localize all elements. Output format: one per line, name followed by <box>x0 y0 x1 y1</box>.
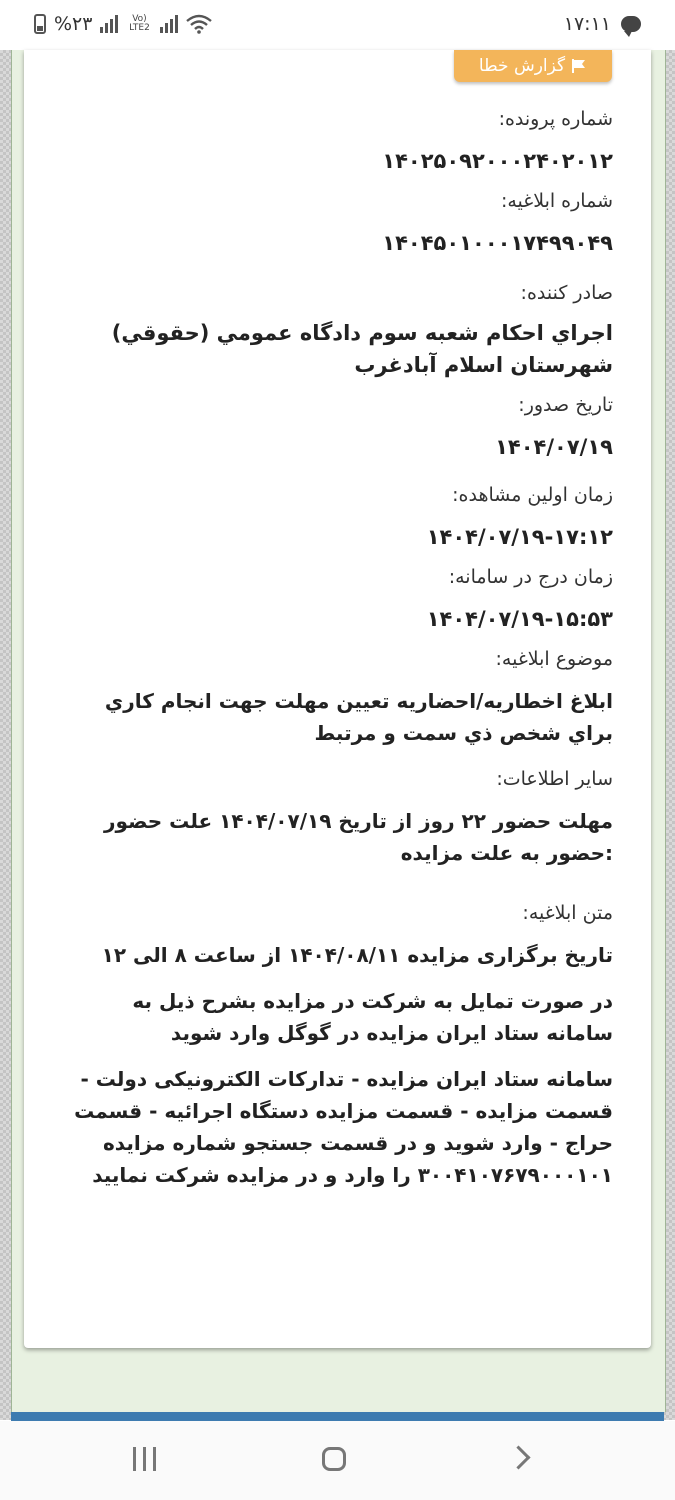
case-number-label: شماره پرونده: <box>498 108 613 130</box>
other-info-value: مهلت حضور ۲۲ روز از تاریخ ۱۴۰۴/۰۷/۱۹ علت حضور :حضور به علت مزایده <box>104 809 613 865</box>
notice-number-label: شماره ابلاغیه: <box>500 190 613 212</box>
system-navigation-bar <box>0 1421 675 1500</box>
network-type: Vo) LTE2 <box>129 14 150 33</box>
report-error-button[interactable] <box>454 50 612 82</box>
issue-date-label: تاريخ صدور: <box>518 394 613 416</box>
battery-icon <box>34 14 46 34</box>
status-left <box>34 13 212 35</box>
other-info-label: ساير اطلاعات: <box>496 768 613 790</box>
signal-icon-2 <box>160 15 178 33</box>
battery-percent: %۲۳ <box>54 13 93 35</box>
notice-number-value: ۱۴۰۴۵۰۱۰۰۰۱۷۴۹۹۰۴۹ <box>382 231 613 255</box>
status-bar <box>0 0 675 50</box>
first-view-value: ۱۴۰۴/۰۷/۱۹-۱۷:۱۲ <box>426 525 613 549</box>
clock: ۱۷:۱۱ <box>563 13 611 35</box>
subject-label: موضوع ابلاغيه: <box>495 648 613 670</box>
status-right <box>564 13 641 35</box>
issuer-value: اجراي احکام شعبه سوم دادگاه عمومي (حقوقي) شهرستان اسلام آبادغرب <box>111 321 613 377</box>
case-number-value: ۱۴۰۲۵۰۹۲۰۰۰۲۴۰۲۰۱۲ <box>382 149 613 173</box>
system-entry-label: زمان درج در سامانه: <box>448 566 613 588</box>
issue-date-value: ۱۴۰۴/۰۷/۱۹ <box>495 435 613 459</box>
recent-apps-button[interactable] <box>133 1447 156 1471</box>
chat-notification-icon <box>621 16 641 32</box>
bottom-accent-bar <box>11 1412 664 1421</box>
flag-icon <box>571 58 587 74</box>
subject-value: ابلاغ اخطاريه/احضاريه تعيين مهلت جهت انجام کاري براي شخص ذي سمت و مرتبط <box>104 689 613 745</box>
home-button[interactable] <box>322 1447 346 1471</box>
system-entry-value: ۱۴۰۴/۰۷/۱۹-۱۵:۵۳ <box>426 607 613 631</box>
wifi-icon <box>186 14 212 34</box>
notice-text-label: متن ابلاغيه: <box>522 902 613 924</box>
back-button[interactable] <box>506 1445 530 1469</box>
notice-text-paragraph-1: تاریخ برگزاری مزایده ۱۴۰۴/۰۸/۱۱ از ساعت ۸ الی ۱۲ <box>101 943 613 967</box>
signal-icon <box>100 15 118 33</box>
issuer-label: صادر کننده: <box>520 282 613 304</box>
notice-text-paragraph-2: در صورت تمایل به شرکت در مزایده بشرح ذیل به سامانه ستاد ایران مزایده در گوگل وارد شوید <box>132 989 613 1045</box>
notice-text-paragraph-3: سامانه ستاد ایران مزایده - تدارکات الکترونیکی دولت - قسمت مزایده - قسمت مزایده دستگاه اجرائیه - قسمت حراج - وارد شوید و در قسمت جستجو شماره مزایده ۳۰۰۴۱۰۷۶۷۹۰۰۰۱۰۱ را وارد و در مزایده شرکت نمایید <box>74 1067 613 1187</box>
report-error-label: گزارش خطا <box>478 56 566 76</box>
notice-details <box>60 100 613 1191</box>
first-view-label: زمان اولين مشاهده: <box>452 484 613 506</box>
